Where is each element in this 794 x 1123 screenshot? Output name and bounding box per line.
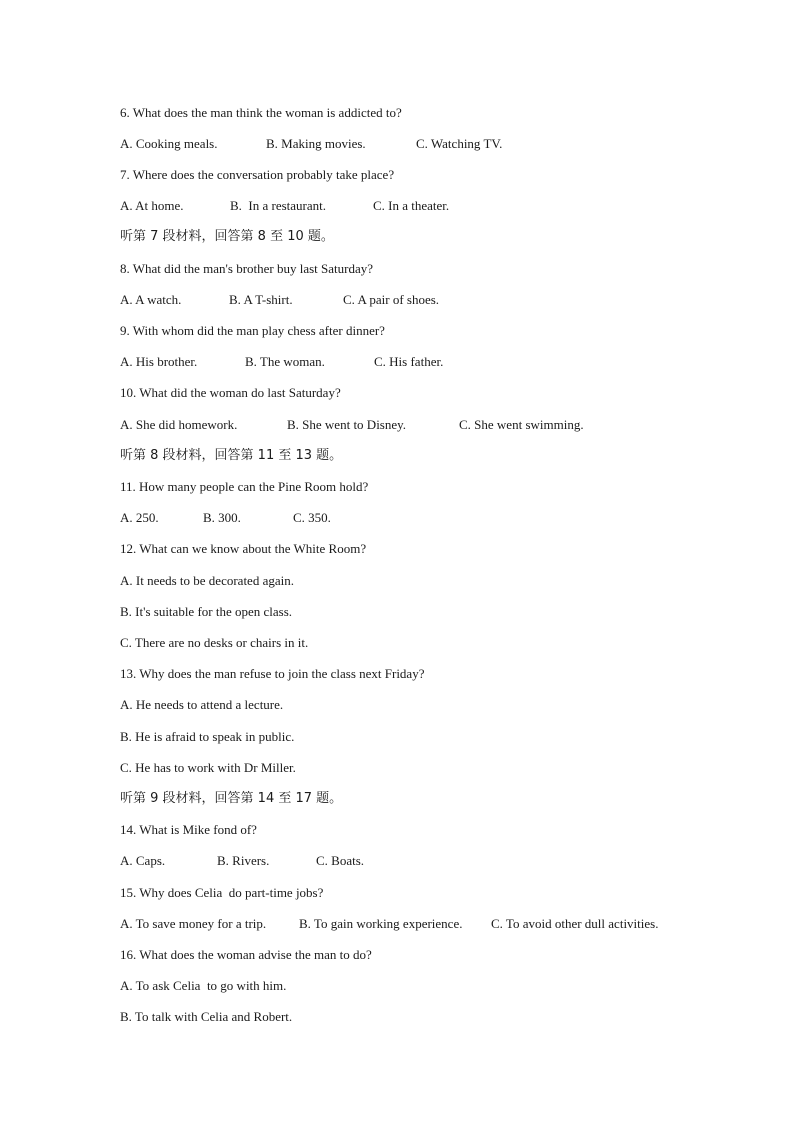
question-11: 11. How many people can the Pine Room hold?: [120, 479, 369, 494]
q7-option-a: A. At home.: [120, 198, 184, 213]
q6-option-b: B. Making movies.: [266, 136, 366, 151]
q10-option-c: C. She went swimming.: [459, 417, 584, 432]
q11-option-c: C. 350.: [293, 510, 331, 525]
q14-option-b: B. Rivers.: [217, 853, 270, 868]
question-14: 14. What is Mike fond of?: [120, 822, 257, 837]
q12-option-a: A. It needs to be decorated again.: [120, 573, 294, 588]
section-heading-8: 听第 8 段材料，回答第 11 至 13 题。: [120, 448, 343, 463]
q14-option-a: A. Caps.: [120, 853, 166, 868]
question-13: 13. Why does the man refuse to join the class next Friday?: [120, 666, 425, 681]
question-8: 8. What did the man's brother buy last Saturday?: [120, 261, 374, 276]
section-heading-7: 听第 7 段材料，回答第 8 至 10 题。: [120, 229, 334, 244]
q15-option-b: B. To gain working experience.: [299, 916, 463, 931]
q12-option-b: B. It's suitable for the open class.: [120, 604, 293, 619]
question-10: 10. What did the woman do last Saturday?: [120, 385, 341, 400]
q15-option-a: A. To save money for a trip.: [120, 916, 267, 931]
q9-option-b: B. The woman.: [245, 354, 325, 369]
question-7: 7. Where does the conversation probably take place?: [120, 167, 395, 182]
q11-option-b: B. 300.: [203, 510, 241, 525]
q6-option-a: A. Cooking meals.: [120, 136, 218, 151]
q8-option-c: C. A pair of shoes.: [343, 292, 440, 307]
question-9: 9. With whom did the man play chess after dinner?: [120, 323, 385, 338]
question-15: 15. Why does Celia do part-time jobs?: [120, 885, 324, 900]
q8-option-a: A. A watch.: [120, 292, 182, 307]
question-12: 12. What can we know about the White Room?: [120, 541, 367, 556]
q12-option-c: C. There are no desks or chairs in it.: [120, 635, 309, 650]
q10-option-b: B. She went to Disney.: [287, 417, 407, 432]
q6-option-c: C. Watching TV.: [416, 136, 503, 151]
q7-option-b: B. In a restaurant.: [230, 198, 327, 213]
question-16: 16. What does the woman advise the man to do?: [120, 947, 372, 962]
q8-option-b: B. A T-shirt.: [229, 292, 293, 307]
question-6: 6. What does the man think the woman is addicted to?: [120, 105, 402, 120]
q14-option-c: C. Boats.: [316, 853, 365, 868]
q9-option-a: A. His brother.: [120, 354, 198, 369]
q11-option-a: A. 250.: [120, 510, 159, 525]
q15-option-c: C. To avoid other dull activities.: [491, 916, 659, 931]
q13-option-b: B. He is afraid to speak in public.: [120, 729, 295, 744]
q16-option-b: B. To talk with Celia and Robert.: [120, 1009, 293, 1024]
q16-option-a: A. To ask Celia to go with him.: [120, 978, 287, 993]
q9-option-c: C. His father.: [374, 354, 444, 369]
q7-option-c: C. In a theater.: [373, 198, 450, 213]
q10-option-a: A. She did homework.: [120, 417, 238, 432]
q13-option-c: C. He has to work with Dr Miller.: [120, 760, 296, 775]
q13-option-a: A. He needs to attend a lecture.: [120, 697, 284, 712]
section-heading-9: 听第 9 段材料，回答第 14 至 17 题。: [120, 791, 343, 806]
